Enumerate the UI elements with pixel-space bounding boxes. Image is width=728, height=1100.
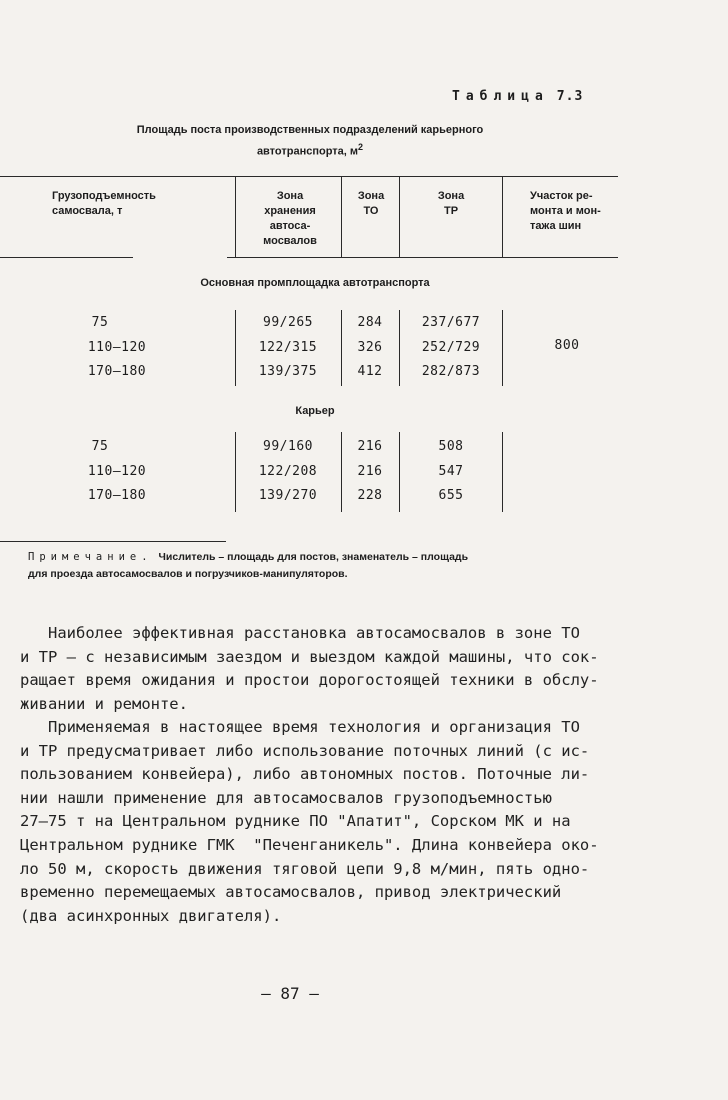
cell-storage: 122/315 — [258, 340, 318, 355]
caption-line-1: Площадь поста производственных подразделений карьерного — [136, 124, 484, 136]
section-title-quarry: Карьер — [295, 405, 335, 417]
header-divider-3 — [399, 177, 400, 257]
note-label: Примечание. — [28, 551, 153, 563]
cell-tr: 252/729 — [421, 340, 481, 355]
caption-line-2: автотранспорта, $м^2$ — [256, 142, 364, 158]
cell-capacity: 170–180 — [87, 364, 147, 379]
cell-tr: 282/873 — [421, 364, 481, 379]
cell-storage: 99/160 — [263, 439, 313, 454]
header-divider-1 — [235, 177, 236, 257]
cell-to: 216 — [357, 439, 383, 454]
cell-tr: 655 — [438, 488, 464, 503]
table-label-word: Таблица — [452, 89, 549, 104]
cell-to: 326 — [357, 340, 383, 355]
cell-to: 228 — [357, 488, 383, 503]
header-storage-zone: Зона хранения автоса- мосвалов — [263, 190, 317, 247]
header-capacity: Грузоподъемность самосвала, т — [52, 190, 156, 217]
header-tr-zone: Зона ТР — [437, 190, 465, 217]
cell-storage: 139/270 — [258, 488, 318, 503]
paragraph-2: Применяемая в настоящее время технология и организация ТО и ТР предусматривает либо использование поточных линий (с ис- пользованием конвейера), либо автономных постов. Поточные ли- нии нашли применение для автосамосвалов грузоподъемностью 27–75 т на Центральном руднике ПО "Апатит", Сорском МК и на Центральном руднике ГМК "Печенганикель". Длина конвейера око- ло 50 м, скорость движения тяговой цепи 9,8 м/мин, пять одно- временно перемещаемых автосамосвалов, привод электрический (два асинхронных двигателя). — [20, 718, 599, 925]
body-divider-1b — [235, 432, 236, 512]
body-divider-4a — [502, 310, 503, 386]
cell-storage: 122/208 — [258, 464, 318, 479]
body-divider-1a — [235, 310, 236, 386]
caption-superscript: 2 — [358, 142, 364, 152]
cell-tr: 237/677 — [421, 315, 481, 330]
section-title-main-site: Основная промплощадка автотранспорта — [200, 277, 430, 289]
page-number: – 87 – — [261, 984, 319, 1003]
header-divider-4 — [502, 177, 503, 257]
header-to-zone: Зона ТО — [357, 190, 385, 217]
header-tire-shop: Участок ре- монта и мон- тажа шин — [530, 190, 601, 232]
cell-capacity: 110–120 — [87, 340, 147, 355]
cell-capacity: 75 — [91, 439, 109, 454]
note-line-1: Числитель – площадь для постов, знаменатель – площадь — [158, 551, 469, 563]
header-bottom-rule-right — [227, 257, 618, 258]
cell-storage: 99/265 — [263, 315, 313, 330]
paragraph-1: Наиболее эффективная расстановка автосамосвалов в зоне ТО и ТР – с независимым заездом и выездом каждой машины, что сок- ращает время ожидания и простои дорогостоящей техники в обслу- живании и ремонте. — [20, 624, 599, 713]
header-bottom-rule-left — [0, 257, 133, 258]
cell-tr: 547 — [438, 464, 464, 479]
cell-tr: 508 — [438, 439, 464, 454]
cell-tire-shop: 800 — [554, 338, 580, 353]
table-label — [452, 89, 583, 104]
table-caption — [60, 122, 560, 161]
table-bottom-rule — [0, 541, 226, 542]
cell-capacity: 170–180 — [87, 488, 147, 503]
cell-to: 284 — [357, 315, 383, 330]
table-label-number: 7.3 — [556, 89, 584, 104]
note-line-2: для проезда автосамосвалов и погрузчиков-манипуляторов. — [28, 568, 348, 580]
cell-capacity: 110–120 — [87, 464, 147, 479]
cell-to: 216 — [357, 464, 383, 479]
cell-storage: 139/375 — [258, 364, 318, 379]
table-top-rule — [0, 176, 618, 177]
table-note — [28, 549, 628, 583]
body-divider-4b — [502, 432, 503, 512]
header-divider-2 — [341, 177, 342, 257]
cell-to: 412 — [357, 364, 383, 379]
cell-capacity: 75 — [91, 315, 109, 330]
